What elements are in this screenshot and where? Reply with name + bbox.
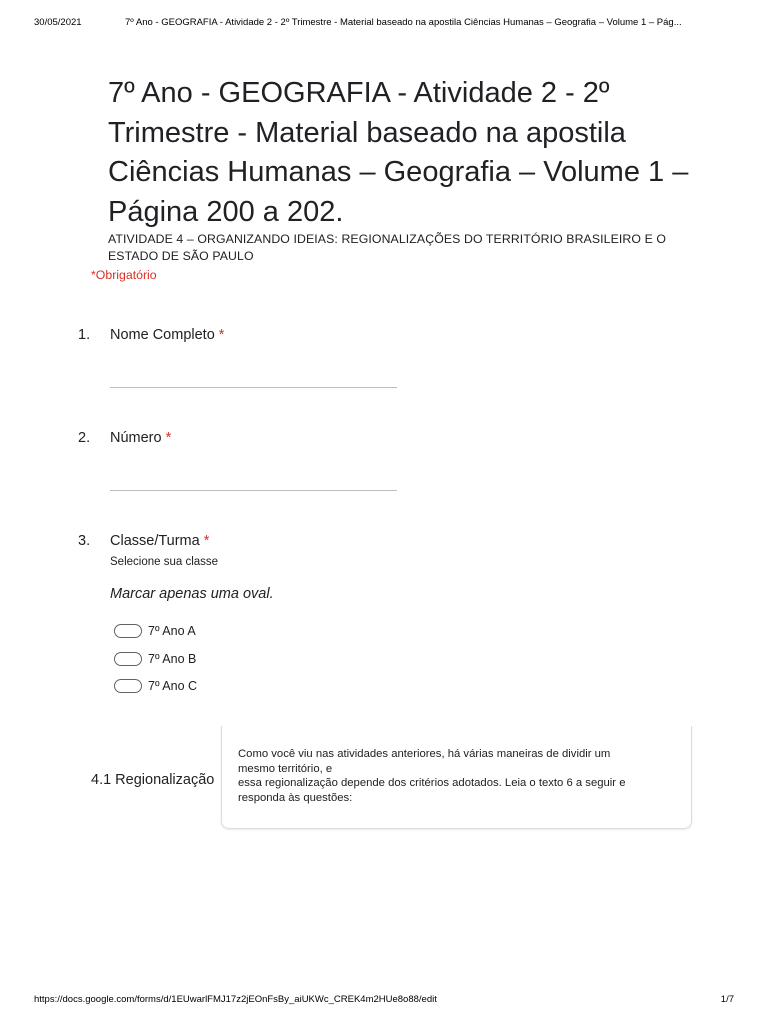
- required-asterisk: *: [203, 533, 210, 549]
- section-description: [238, 747, 668, 805]
- form-description: ATIVIDADE 4 – ORGANIZANDO IDEIAS: REGIONALIZAÇÕES DO TERRITÓRIO BRASILEIRO E O ESTADO DE SÃO PAULO: [108, 232, 667, 263]
- required-asterisk: *: [165, 430, 172, 446]
- required-note: *Obrigatório: [91, 268, 157, 282]
- question-title: Número: [110, 430, 162, 446]
- print-url: https://docs.google.com/forms/d/1EUwarlFMJ17z2jEOnFsBy_aiUKWc_CREK4m2HUe8o88/edit: [34, 994, 437, 1005]
- question-instruction: Marcar apenas uma oval.: [110, 586, 274, 602]
- question-label: [110, 327, 224, 343]
- section-text-line: Como você viu nas atividades anteriores, há várias maneiras de dividir um: [238, 748, 611, 760]
- print-date: 30/05/2021: [34, 17, 82, 28]
- question-title: Nome Completo: [110, 327, 215, 343]
- nome-completo-input[interactable]: [110, 387, 397, 388]
- question-classe-turma: [78, 533, 698, 703]
- numero-input[interactable]: [110, 490, 397, 491]
- section-description-box: [221, 726, 692, 829]
- question-help-text: Selecione sua classe: [110, 556, 219, 568]
- oval-radio[interactable]: [114, 624, 142, 638]
- option-7-ano-c[interactable]: [114, 677, 197, 695]
- section-text-line: responda às questões:: [238, 791, 353, 804]
- form-title: 7º Ano - GEOGRAFIA - Atividade 2 - 2º Trimestre - Material baseado na apostila Ciências Humanas – Geografia – Volume 1 – Página 200 a 202.: [108, 77, 689, 228]
- option-7-ano-a[interactable]: [114, 622, 196, 640]
- oval-radio[interactable]: [114, 652, 142, 666]
- question-label: [110, 533, 209, 549]
- print-document-title: 7º Ano - GEOGRAFIA - Atividade 2 - 2º Trimestre - Material baseado na apostila Ciências Humanas – Geografia – Volume 1 – Pág...: [125, 17, 682, 28]
- section-text-line: essa regionalização depende dos critérios adotados. Leia o texto 6 a seguir e: [238, 777, 626, 789]
- question-title: Classe/Turma: [110, 533, 200, 549]
- question-number: 3.: [78, 533, 91, 549]
- option-7-ano-b[interactable]: [114, 650, 196, 668]
- question-label: [110, 430, 171, 446]
- required-asterisk: *: [218, 327, 225, 343]
- option-label: 7º Ano B: [148, 652, 197, 666]
- oval-radio[interactable]: [114, 679, 142, 693]
- print-footer: [34, 994, 734, 1008]
- question-number: 1.: [78, 327, 91, 343]
- option-label: 7º Ano C: [148, 679, 198, 693]
- question-number: 2.: [78, 430, 91, 446]
- page-number: 1/7: [720, 994, 734, 1005]
- option-label: 7º Ano A: [148, 624, 196, 638]
- print-header: [34, 17, 734, 31]
- section-text-line: mesmo território, e: [238, 762, 333, 775]
- section-title: 4.1 Regionalização: [91, 772, 215, 788]
